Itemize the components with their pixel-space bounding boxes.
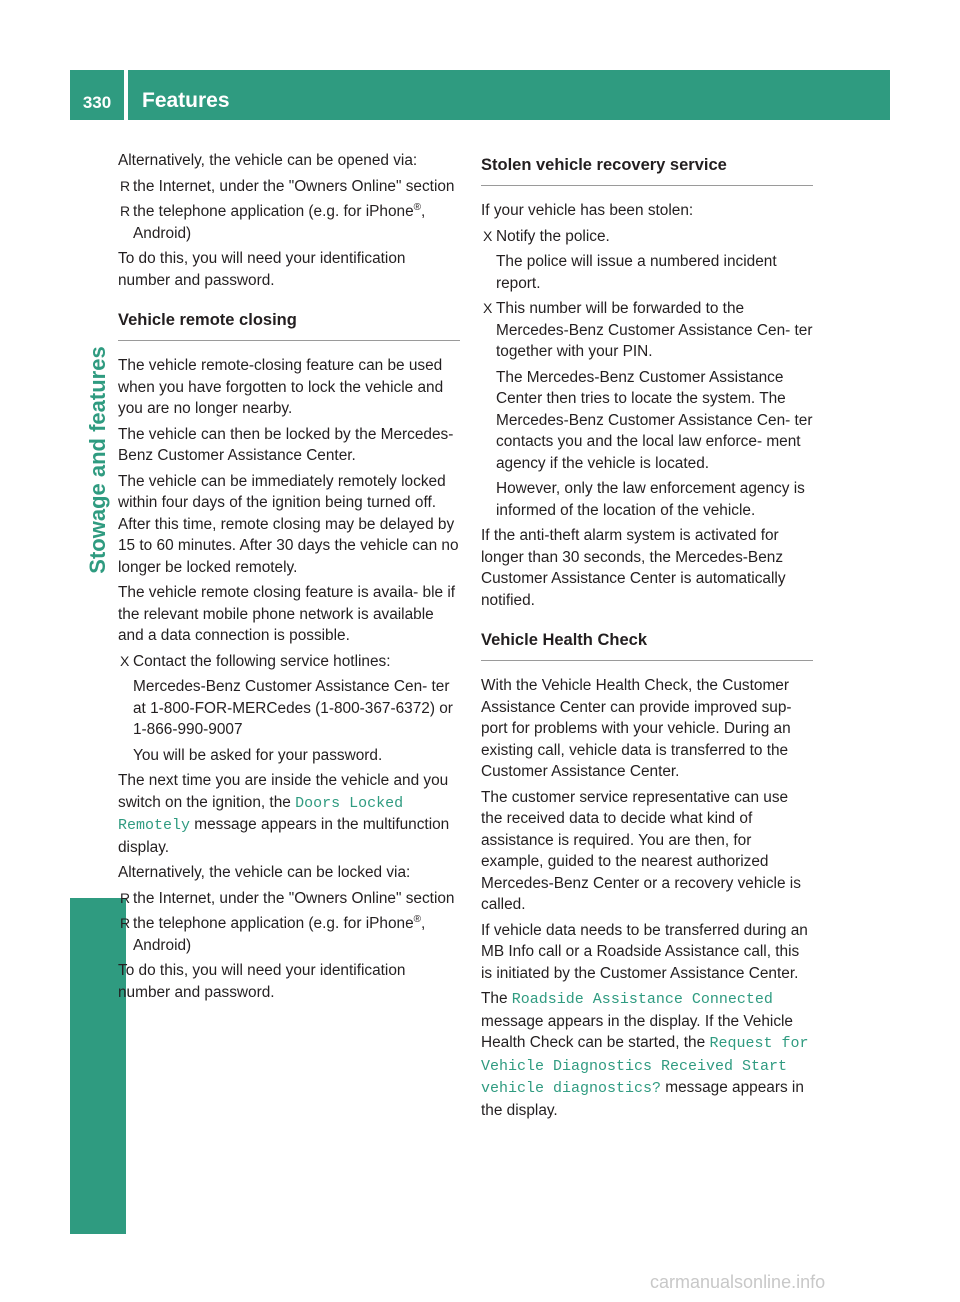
list-item: R the telephone application (e.g. for iPhone®, Android) (120, 913, 426, 954)
step-arrow-icon: X (483, 227, 493, 244)
step-detail: You will be asked for your password. (133, 746, 383, 764)
step-arrow-icon: X (120, 652, 130, 669)
paragraph: The next time you are inside the vehicle and you switch on the ignition, the Doors Locked Remotely message appears in the multifunction display. (118, 772, 450, 856)
list-item: R the Internet, under the "Owners Online" section (118, 176, 460, 198)
paragraph: To do this, you will need your identification number and password. (118, 962, 406, 1001)
bullet-icon: R (120, 889, 131, 906)
watermark: carmanualsonline.info (650, 1272, 826, 1292)
step-detail: The police will issue a numbered incident report. (496, 253, 777, 292)
side-tab-label: Stowage and features (85, 346, 110, 574)
paragraph: To do this, you will need your identification number and password. (118, 250, 406, 289)
registered-mark: ® (413, 201, 422, 213)
paragraph: The Roadside Assistance Connected message appears in the display. If the Vehicle Health Check can be started, the Request for Vehicle Diagnostics Received Start vehicle diagnostics? message appears in the display. (481, 990, 809, 1119)
display-message: Request for Vehicle Diagnostics Received Start vehicle diagnostics? (481, 1035, 809, 1097)
list-item: R the telephone application (e.g. for iPhone®, Android) (120, 201, 426, 242)
step-item: X This number will be forwarded to the Mercedes-Benz Customer Assistance Cen- ter together with your PIN. (483, 300, 813, 360)
paragraph: The vehicle can be immediately remotely locked within four days of the ignition being turned off. After this time, remote closing may be delayed by 15 to 60 minutes. After 30 days the vehicle can no longer be locked remotely. (118, 472, 459, 576)
display-message: Roadside Assistance Connected (511, 991, 773, 1008)
paragraph: The vehicle can then be locked by the Mercedes-Benz Customer Assistance Center. (118, 425, 454, 464)
step-detail: The Mercedes-Benz Customer Assistance Center then tries to locate the system. The Mercedes-Benz Customer Assistance Cen- ter contacts you and the local law enforce- ment agency if the vehicle is located. (496, 368, 813, 472)
paragraph: If the anti-theft alarm system is activated for longer than 30 seconds, the Mercedes-Benz Customer Assistance Center is automatically notified. (481, 527, 786, 609)
step-item: X Notify the police. (481, 226, 813, 248)
header-divider (124, 70, 128, 120)
paragraph: The vehicle remote closing feature is availa- ble if the relevant mobile phone network is available and a data connection is possible. (118, 584, 456, 644)
bullet-icon: R (120, 203, 131, 219)
bullet-icon: R (120, 915, 131, 931)
step-detail: However, only the law enforcement agency is informed of the location of the vehicle. (496, 480, 805, 519)
list-item: R the Internet, under the "Owners Online" section (118, 888, 460, 910)
page-title: Features (142, 89, 230, 112)
display-message: Doors Locked Remotely (118, 794, 404, 834)
step-detail: Mercedes-Benz Customer Assistance Cen- ter at 1-800-FOR-MERCedes (1-800-367-6372) or 1-866-990-9007 (133, 678, 453, 738)
step-arrow-icon: X (483, 300, 493, 316)
registered-mark: ® (413, 913, 422, 925)
step-item: X Contact the following service hotlines: (118, 651, 460, 673)
paragraph: If your vehicle has been stolen: (481, 202, 694, 219)
paragraph: The vehicle remote-closing feature can be used when you have forgotten to lock the vehicle and you are no longer nearby. (118, 357, 444, 417)
section-heading-stolen-vehicle: Stolen vehicle recovery service (481, 150, 813, 186)
left-column (118, 150, 460, 1007)
paragraph: With the Vehicle Health Check, the Customer Assistance Center can provide improved sup- port for problems with your vehicle. During an existing call, vehicle data is transferred to the Customer Assistance Center. (481, 677, 792, 780)
right-column (481, 150, 813, 1125)
paragraph: Alternatively, the vehicle can be locked via: (118, 864, 411, 881)
paragraph: If vehicle data needs to be transferred during an MB Info call or a Roadside Assistance call, this is initiated by the Customer Assistance Center. (481, 921, 808, 982)
section-heading-health-check: Vehicle Health Check (481, 625, 813, 661)
page-number: 330 (82, 93, 112, 112)
paragraph: Alternatively, the vehicle can be opened via: (118, 152, 418, 169)
section-heading-remote-closing: Vehicle remote closing (118, 305, 460, 341)
paragraph: The customer service representative can use the received data to decide what kind of assistance is required. You are then, for example, guided to the nearest authorized Mercedes-Benz Center or a recovery vehicle is called. (481, 788, 801, 913)
bullet-icon: R (120, 177, 131, 194)
